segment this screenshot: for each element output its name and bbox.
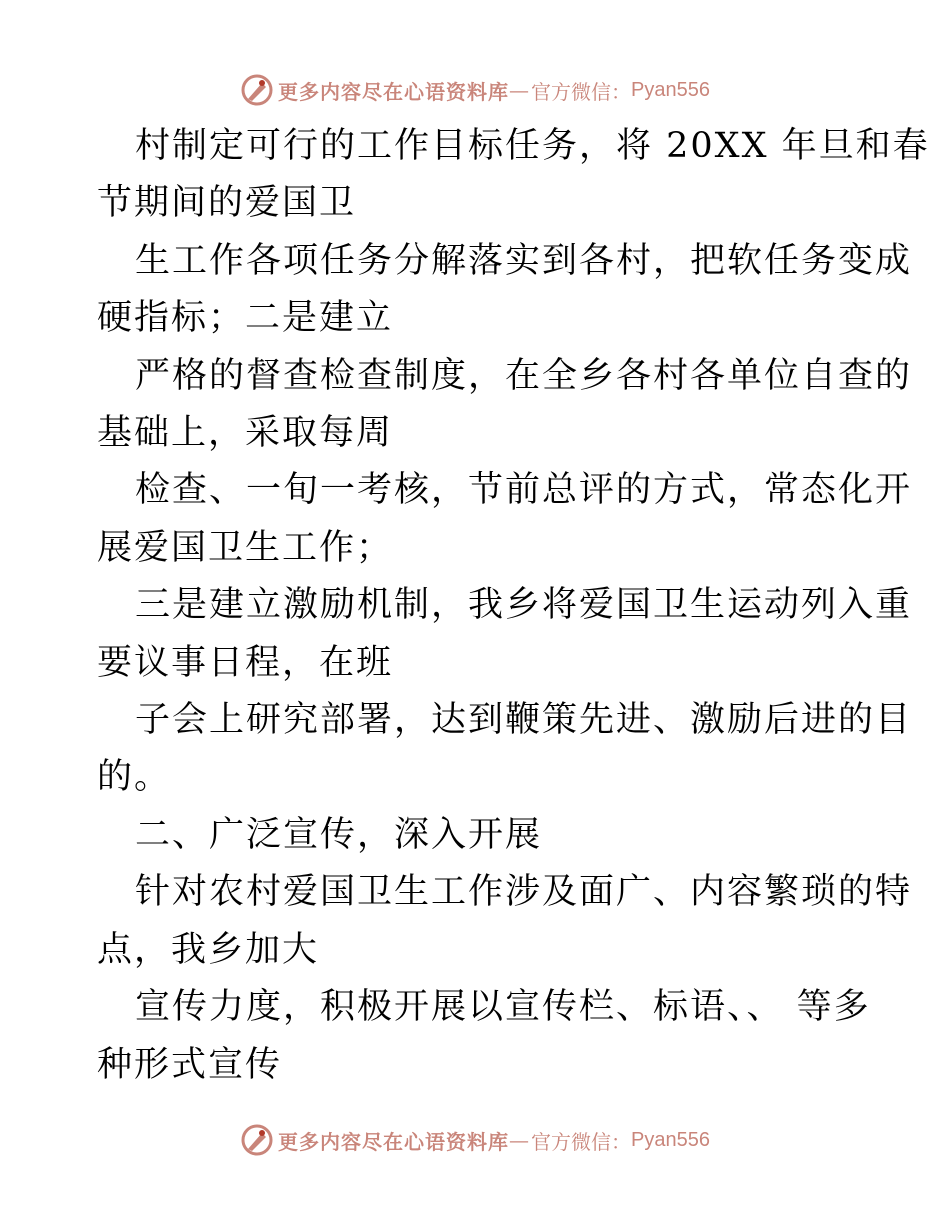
banner-contact-id: Pyan556 <box>631 78 710 101</box>
banner-contact-label: 官方微信： <box>531 1129 632 1154</box>
text-line: 点，我乡加大 <box>97 929 320 970</box>
section-heading <box>97 807 867 864</box>
text-line: 要议事日程，在班 <box>97 642 394 683</box>
banner-title: 更多内容尽在心语资料库 <box>278 1129 510 1154</box>
paragraph <box>97 979 871 1036</box>
text-line: 三是建立激励机制，我乡将爱国卫生运动列入重 <box>135 585 913 626</box>
text-line: 生工作各项任务分解落实到各村，把软任务变成 <box>135 240 913 281</box>
text-line: 展爱国卫生工作； <box>97 527 394 568</box>
text-line: 宣传力度，积极开展以宣传栏、标语、、 等多 <box>135 987 871 1028</box>
banner-contact-label: 官方微信： <box>531 79 632 104</box>
banner-separator: — <box>509 78 530 102</box>
paragraph <box>97 290 867 347</box>
text-line: 村制定可行的工作目标任务，将 20XX 年旦和春 <box>135 126 930 166</box>
paragraph <box>97 405 867 462</box>
paragraph <box>97 348 913 405</box>
text-line: 基础上，采取每周 <box>97 413 394 454</box>
paragraph <box>97 233 913 290</box>
footer-watermark-banner <box>0 1120 950 1160</box>
paragraph <box>97 692 913 749</box>
text-line: 子会上研究部署，达到鞭策先进、激励后进的目 <box>135 700 913 741</box>
text-line: 检查、一旬一考核，节前总评的方式，常态化开 <box>135 470 913 511</box>
banner-title: 更多内容尽在心语资料库 <box>278 79 510 104</box>
paragraph <box>97 175 867 232</box>
paragraph <box>97 577 913 634</box>
text-line: 的。 <box>97 757 172 798</box>
text-line: 硬指标；二是建立 <box>97 298 394 339</box>
header-watermark-banner <box>0 70 950 110</box>
paragraph <box>97 635 867 692</box>
text-line: 针对农村爱国卫生工作涉及面广、内容繁琐的特 <box>135 872 913 913</box>
paragraph <box>97 118 930 175</box>
paragraph <box>97 520 867 577</box>
pen-logo-icon <box>240 1123 274 1157</box>
paragraph <box>97 922 867 979</box>
paragraph <box>97 462 913 519</box>
text-line: 节期间的爱国卫 <box>97 183 357 224</box>
text-line: 种形式宣传 <box>97 1044 283 1085</box>
document-body <box>97 118 930 1094</box>
paragraph <box>97 1037 867 1094</box>
pen-logo-icon <box>240 73 274 107</box>
paragraph <box>97 864 913 921</box>
banner-separator: — <box>509 1128 530 1152</box>
text-line: 严格的督查检查制度，在全乡各村各单位自查的 <box>135 355 913 396</box>
banner-contact-id: Pyan556 <box>631 1128 710 1151</box>
paragraph <box>97 749 867 806</box>
text-line: 二、广泛宣传，深入开展 <box>135 814 543 855</box>
